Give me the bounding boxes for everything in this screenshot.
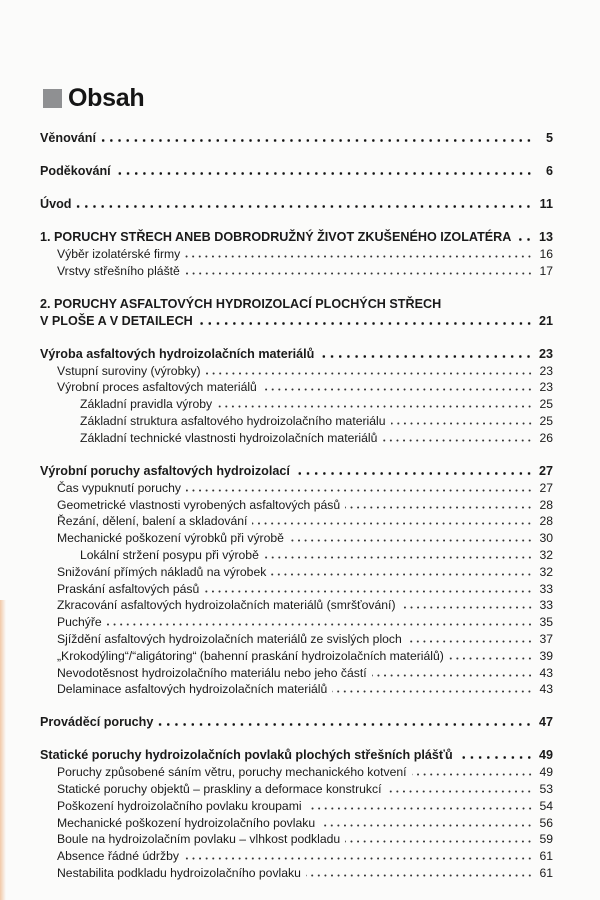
- page-number: 27: [538, 463, 553, 478]
- entry-label: Mechanické poškození výrobků při výrobě: [57, 531, 284, 546]
- entry-label: Nevodotěsnost hydroizolačního materiálu nebo jeho částí: [57, 665, 367, 680]
- entry-label: Úvod: [40, 197, 72, 212]
- page-number: 59: [539, 832, 553, 847]
- page-number: 54: [539, 798, 553, 813]
- entry-label: Mechanické poškození hydroizolačního povlaku: [57, 815, 316, 830]
- entry-label: Poděkování: [40, 164, 111, 179]
- dot-leader: [407, 640, 533, 643]
- page-number: 21: [538, 313, 553, 328]
- toc-entry[interactable]: [40, 547, 553, 564]
- page-number: 26: [539, 430, 553, 445]
- toc-group: [40, 130, 553, 147]
- toc-entry[interactable]: [40, 430, 553, 447]
- entry-label: Sjíždění asfaltových hydroizolačních materiálů ze svislých ploch: [57, 631, 402, 646]
- toc-entry[interactable]: [40, 798, 553, 815]
- toc-entry[interactable]: [40, 865, 553, 882]
- page-number: 53: [539, 782, 553, 797]
- dot-leader: [320, 824, 533, 827]
- dot-leader: [391, 422, 533, 425]
- toc-entry[interactable]: [40, 363, 553, 380]
- page-number: 56: [539, 815, 553, 830]
- toc-entry[interactable]: [40, 196, 553, 213]
- dot-leader: [386, 790, 533, 793]
- dot-leader: [198, 322, 533, 325]
- dot-leader: [458, 756, 533, 759]
- page-number: 61: [539, 866, 553, 881]
- toc-entry[interactable]: [40, 848, 553, 865]
- toc-entry[interactable]: [40, 346, 553, 363]
- toc-entry[interactable]: [40, 163, 553, 180]
- page-number: 25: [539, 397, 553, 412]
- toc-entry[interactable]: [40, 597, 553, 614]
- entry-label: Boule na hydroizolačním povlaku – vlhkost podkladu: [57, 832, 341, 847]
- page-number: 35: [539, 615, 553, 630]
- entry-label: Delaminace asfaltových hydroizolačních materiálů: [57, 682, 328, 697]
- toc-entry[interactable]: [40, 564, 553, 581]
- page-number: 61: [539, 849, 553, 864]
- toc-entry[interactable]: [40, 480, 553, 497]
- toc-entry[interactable]: [40, 764, 553, 781]
- entry-label: Praskání asfaltových pásů: [57, 581, 200, 596]
- dot-leader: [185, 255, 533, 258]
- entry-label: Poruchy způsobené sáním větru, poruchy mechanického kotvení: [57, 765, 407, 780]
- toc-entry[interactable]: [40, 530, 553, 547]
- toc-group: [40, 196, 553, 213]
- dot-leader: [264, 556, 533, 559]
- page-number: 33: [539, 581, 553, 596]
- entry-label: Výroba asfaltových hydroizolačních materiálů: [40, 346, 315, 361]
- toc-entry[interactable]: [40, 396, 553, 413]
- toc-group: [40, 229, 553, 279]
- entry-label: V PLOŠE A V DETAILECH: [40, 313, 193, 328]
- dot-leader: [332, 690, 533, 693]
- toc-entry[interactable]: [40, 513, 553, 530]
- dot-leader: [345, 840, 533, 843]
- dot-leader: [76, 205, 533, 208]
- dot-leader: [516, 238, 533, 241]
- page-number: 37: [539, 631, 553, 646]
- dot-leader: [107, 623, 533, 626]
- dot-leader: [412, 773, 533, 776]
- toc-entry[interactable]: [40, 379, 553, 396]
- dot-leader: [262, 388, 533, 391]
- toc-group: [40, 346, 553, 447]
- page-number: 23: [538, 346, 553, 361]
- toc-group: [40, 296, 553, 330]
- heading-square-icon: [43, 89, 62, 108]
- page-number: 43: [539, 665, 553, 680]
- entry-label: Nestabilita podkladu hydroizolačního povlaku: [57, 866, 301, 881]
- toc-entry[interactable]: [40, 313, 553, 330]
- toc-entry[interactable]: [40, 246, 553, 263]
- entry-label: Statické poruchy hydroizolačních povlaků plochých střešních plášťů: [40, 748, 453, 763]
- dot-leader: [186, 489, 533, 492]
- entry-label: Snižování přímých nákladů na výrobek: [57, 564, 267, 579]
- page-number: 28: [539, 514, 553, 529]
- toc-group: [40, 163, 553, 180]
- page-edge-shadow: [0, 600, 6, 900]
- dot-leader: [319, 355, 533, 358]
- entry-label: Výrobní poruchy asfaltových hydroizolací: [40, 463, 290, 478]
- toc-entry[interactable]: [40, 681, 553, 698]
- entry-label: Puchýře: [57, 615, 102, 630]
- page-title: Obsah: [68, 84, 145, 112]
- toc-group: [40, 714, 553, 731]
- page-number: 25: [539, 414, 553, 429]
- toc-entry[interactable]: [40, 714, 553, 731]
- entry-label: Základní struktura asfaltového hydroizolačního materiálu: [80, 414, 386, 429]
- page-number: 32: [539, 564, 553, 579]
- toc-entry[interactable]: [40, 229, 553, 246]
- entry-label: Výrobní proces asfaltových materiálů: [57, 380, 257, 395]
- dot-leader: [204, 590, 533, 593]
- page-number: 13: [538, 230, 553, 245]
- toc-group: [40, 747, 553, 881]
- entry-label: „Krokodýling“/“aligátoring“ (bahenní praskání hydroizolačních materiálů): [57, 648, 444, 663]
- page-number: 47: [538, 715, 553, 730]
- dot-leader: [271, 573, 533, 576]
- page-number: 30: [539, 531, 553, 546]
- entry-label: Výběr izolatérské firmy: [57, 247, 181, 262]
- entry-label: Základní pravidla výroby: [80, 397, 213, 412]
- toc-heading: [43, 84, 144, 113]
- entry-label: Čas vypuknutí poruchy: [57, 480, 181, 495]
- table-of-contents: [40, 130, 553, 898]
- dot-leader: [158, 723, 533, 726]
- page-number: 33: [539, 598, 553, 613]
- page-number: 11: [539, 197, 553, 212]
- toc-entry[interactable]: [40, 263, 553, 280]
- dot-leader: [345, 506, 533, 509]
- entry-label: Věnování: [40, 131, 96, 145]
- page-number: 17: [539, 263, 553, 278]
- toc-entry[interactable]: [40, 614, 553, 631]
- page-number: 23: [539, 363, 553, 378]
- dot-leader: [185, 272, 533, 275]
- toc-entry[interactable]: [40, 815, 553, 832]
- dot-leader: [116, 172, 533, 175]
- toc-entry[interactable]: [40, 665, 553, 682]
- entry-label: Prováděcí poruchy: [40, 715, 154, 730]
- entry-label: Základní technické vlastnosti hydroizolačních materiálů: [80, 430, 378, 445]
- toc-entry[interactable]: [40, 413, 553, 430]
- page-number: 49: [539, 765, 553, 780]
- page-number: 23: [539, 380, 553, 395]
- dot-leader: [307, 807, 533, 810]
- page-number: 5: [545, 131, 553, 145]
- toc-entry[interactable]: [40, 497, 553, 514]
- dot-leader: [289, 539, 533, 542]
- toc-entry[interactable]: [40, 631, 553, 648]
- entry-label: Statické poruchy objektů – praskliny a deformace konstrukcí: [57, 782, 382, 797]
- page-number: 49: [538, 748, 553, 763]
- dot-leader: [184, 857, 533, 860]
- dot-leader: [101, 139, 533, 142]
- toc-entry[interactable]: [40, 130, 553, 147]
- dot-leader: [372, 674, 533, 677]
- entry-label: 1. PORUCHY STŘECH ANEB DOBRODRUŽNÝ ŽIVOT ZKUŠENÉHO IZOLATÉRA: [40, 230, 512, 245]
- dot-leader: [217, 405, 533, 408]
- page-number: 32: [539, 547, 553, 562]
- toc-entry[interactable]: [40, 463, 553, 480]
- toc-entry[interactable]: [40, 831, 553, 848]
- dot-leader: [306, 874, 533, 877]
- entry-label: Řezání, dělení, balení a skladování: [57, 514, 248, 529]
- toc-entry[interactable]: [40, 747, 553, 764]
- dot-leader: [382, 439, 533, 442]
- page-number: 39: [539, 648, 553, 663]
- toc-group: [40, 463, 553, 698]
- entry-label: Poškození hydroizolačního povlaku kroupami: [57, 798, 302, 813]
- toc-entry[interactable]: [40, 648, 553, 665]
- entry-label: Absence řádné údržby: [57, 849, 179, 864]
- entry-label: Geometrické vlastnosti vyrobených asfaltových pásů: [57, 497, 341, 512]
- toc-entry-title-line[interactable]: 2. PORUCHY ASFALTOVÝCH HYDROIZOLACÍ PLOCHÝCH STŘECH: [40, 296, 442, 311]
- page-number: 27: [539, 480, 553, 495]
- entry-label: Vstupní suroviny (výrobky): [57, 363, 201, 378]
- toc-entry[interactable]: [40, 781, 553, 798]
- dot-leader: [295, 472, 533, 475]
- dot-leader: [449, 657, 533, 660]
- entry-label: Lokální stržení posypu při výrobě: [80, 547, 259, 562]
- dot-leader: [401, 606, 533, 609]
- dot-leader: [252, 522, 533, 525]
- entry-label: Vrstvy střešního pláště: [57, 263, 180, 278]
- page-number: 43: [539, 682, 553, 697]
- entry-label: Zkracování asfaltových hydroizolačních materiálů (smršťování): [57, 598, 396, 613]
- page-number: 16: [539, 247, 553, 262]
- toc-entry[interactable]: [40, 581, 553, 598]
- page-number: 6: [545, 164, 553, 179]
- dot-leader: [206, 372, 533, 375]
- page-number: 28: [539, 497, 553, 512]
